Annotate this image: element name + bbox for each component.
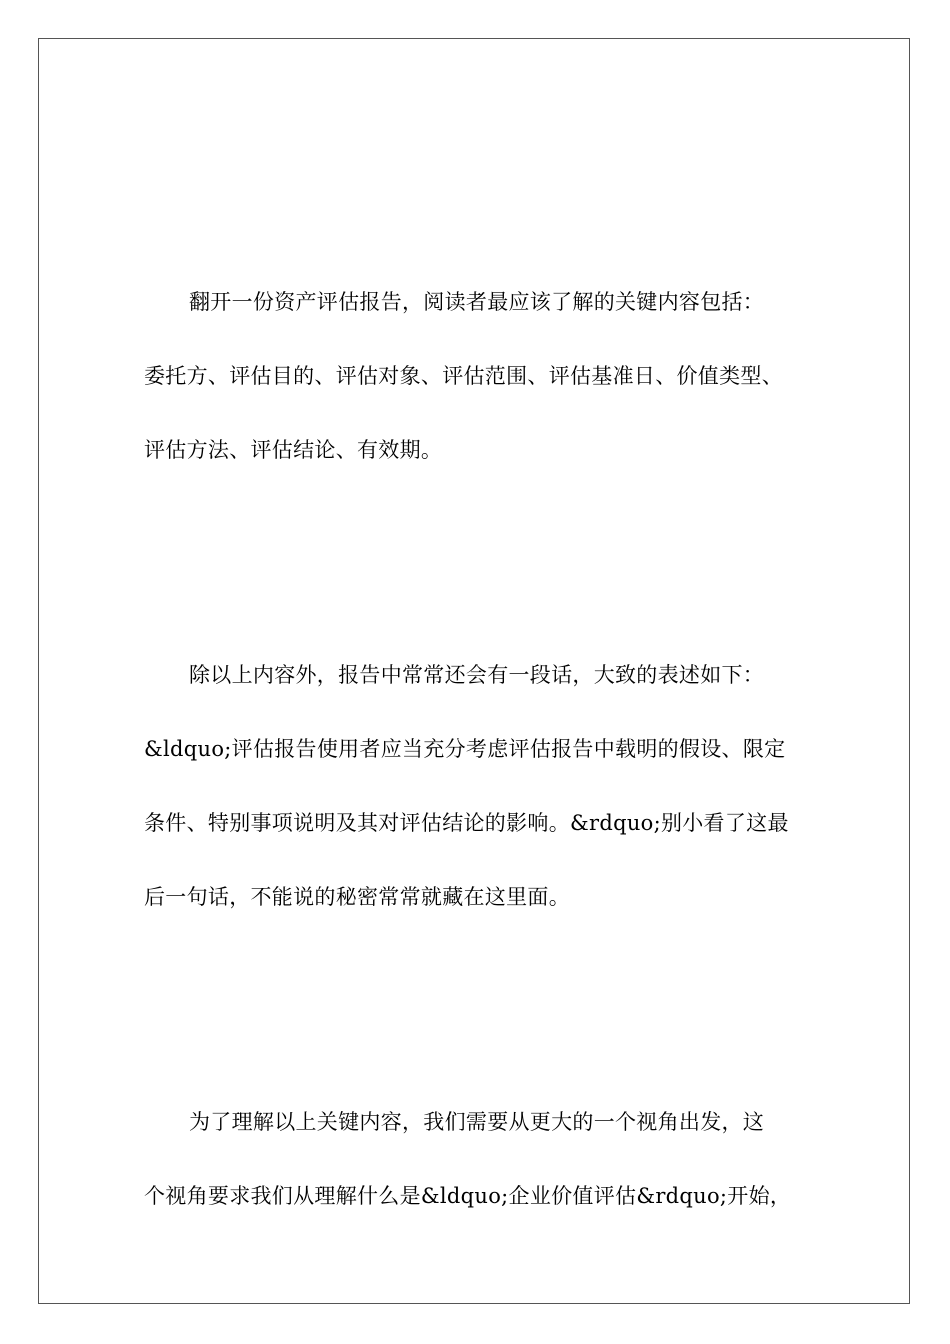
paragraph-2-line-1: 除以上内容外，报告中常常还会有一段话，大致的表述如下： [189,663,765,687]
paragraph-1-line-1: 翻开一份资产评估报告，阅读者最应该了解的关键内容包括： [189,290,765,314]
paragraph-2-line-4: 后一句话，不能说的秘密常常就藏在这里面。 [144,885,570,909]
paragraph-2-line-2: &ldquo;评估报告使用者应当充分考虑评估报告中载明的假设、限定 [144,737,786,761]
paragraph-1-line-3: 评估方法、评估结论、有效期。 [144,438,443,462]
paragraph-1-line-2: 委托方、评估目的、评估对象、评估范围、评估基准日、价值类型、 [144,364,783,388]
paragraph-3-line-1: 为了理解以上关键内容，我们需要从更大的一个视角出发，这 [189,1110,765,1134]
paragraph-2-line-3: 条件、特别事项说明及其对评估结论的影响。&rdquo;别小看了这最 [144,811,789,835]
paragraph-3-line-2: 个视角要求我们从理解什么是&ldquo;企业价值评估&rdquo;开始， [144,1184,792,1208]
